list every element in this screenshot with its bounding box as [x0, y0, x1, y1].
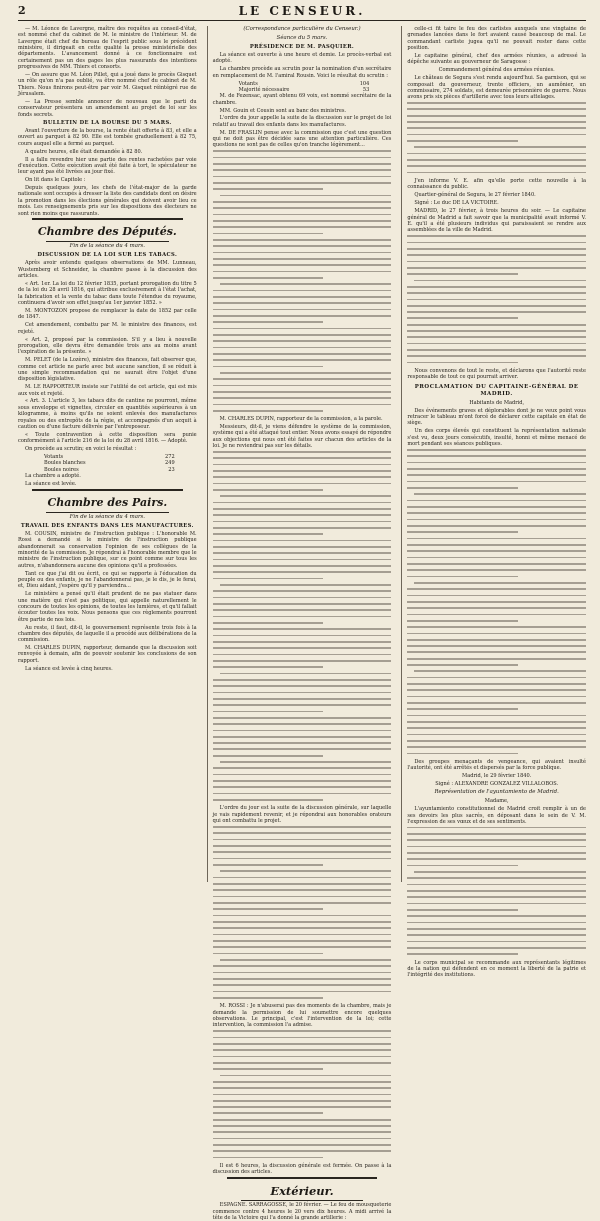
salutation: Madame,: [484, 798, 509, 805]
article-paragraph: « Art. 1er. La loi du 12 février 1835, portant prorogation du titre 5 de la loi du 28 avril 1816, qui attribue exclusivement à l'état l'achat, la fabrication et la vente du tabac dans toute l'étendue du royaume, continuera d'avoir son effet jusqu'au 1er janvier 1852. »: [18, 281, 197, 307]
article-paragraph: Au reste, il faut, dit-il, le gouvernement représente trois fois à la chambre des députés, de laquelle il a procédé aux délibérations de la commission.: [18, 624, 197, 644]
article-paragraph: Il a fallu revendre hier une partie des rentes rachetées par voie d'exécution. Cette exécution avait été faite à tort, le spéculateur ne leur ayant pas été livrées au jour fixé.: [18, 156, 197, 176]
article-paragraph: « Toute contravention à cette disposition sera punie conformément à l'article 216 de la loi du 28 avril 1816. — Adopté.: [18, 431, 197, 445]
article-paragraph: La séance est ouverte à une heure et demie. Le procès-verbal est adopté.: [212, 52, 392, 65]
article-paragraph: La chambre a adopté.: [25, 473, 81, 480]
article-paragraph: On procède au scrutin; en voici le résultat :: [25, 446, 137, 453]
dense-text-block: [407, 449, 586, 754]
seance-subheading: Séance du 5 mars.: [276, 35, 328, 41]
article-paragraph: ESPAGNE. SARRAGOSSE, le 20 février. — Le feu de mousqueterie commence contre 4 heures le 20 vers dix heures. A midi arrivé la tête de la Victoire qui l'a donné la grande artillerie :: [212, 1202, 392, 1221]
article-paragraph: L'ayuntamiento constitutionnel de Madrid croit remplir à un de ses devoirs les plus sacrés, en déposant dans le sein de V. M. l'expression de ses vœux et de ses sentiments.: [407, 806, 587, 825]
chambre-deputes-heading: Chambre des Députés.: [37, 225, 177, 239]
dense-text-block: [213, 1030, 392, 1158]
section-divider: [32, 218, 183, 220]
article-paragraph: Avant l'ouverture de la bourse, la rente était offerte à 83, et elle a ouvert au parquet à 82 90. Elle est tombée graduellement à 82 75, cours auquel elle a fermé au parquet.: [18, 128, 197, 147]
seance-subheading: Fin de la séance du 4 mars.: [69, 513, 146, 520]
article-paragraph: M. DE FRASLIN pense avec la commission que c'est une question qui ne doit pas être décidée sans une attention particulière. Ces questions ne sont pas de celles qu'on tranche légèrement...: [212, 129, 392, 149]
article-paragraph: La séance est levée.: [25, 480, 77, 487]
section-divider: [227, 1177, 378, 1179]
vote-value: 249: [165, 460, 175, 467]
article-paragraph: Il est 6 heures, la discussion générale est fermée. On passe à la discussion des articles.: [212, 1163, 392, 1176]
representation-heading: Représentation de l'ayuntamiento de Madrid.: [434, 789, 559, 796]
article-paragraph: — M. Léonce de Lavergne, maître des requêtes au conseil-d'état, est nommé chef du cabinet de M. le ministre de l'intérieur. M. de Lavergne était chef du bureau de l'esprit public sous le précédent ministère, il dirigeait en cette qualité la presse ministérielle des départements. L'avancement donné à ce fonctionnaire est certainement pas un des gages les plus rassurants des intentions progressives de MM. Thiers et consorts.: [18, 26, 197, 71]
newspaper-title: LE CENSEUR.: [238, 4, 366, 18]
article-paragraph: M. CHARLES DUPIN, rapporteur de la commission, a la parole.: [219, 416, 383, 423]
dense-text-block: [407, 102, 586, 173]
proclamation-heading: PROCLAMATION DU CAPITAINE-GÉNÉRAL DE MADRID.: [414, 383, 579, 397]
signature-line: Signé : ALEXANDRE GONZALEZ VILLALOBOS.: [435, 781, 559, 788]
article-paragraph: Le ministère a pensé qu'il était prudent de ne pas statuer dans une matière qui n'est pas politique, qui appelle naturellement le concours de toutes les opinions, de toutes les lumières, et qu'il fallait écouter toutes les voix. Nous pensons que ces règlements pourront être partie de nos lois.: [18, 591, 197, 623]
vote-value: 23: [168, 466, 175, 473]
vote-label: Boules noires: [44, 466, 79, 473]
vote-value: 53: [362, 86, 370, 93]
article-paragraph: Cet amendement, combattu par M. le ministre des finances, est rejeté.: [18, 322, 197, 335]
page-header: [18, 4, 586, 21]
article-paragraph: A quatre heures, elle était demandée à 82 80.: [25, 148, 143, 155]
vote-value: 272: [165, 454, 175, 460]
bourse-bulletin-heading: BULLETIN DE LA BOURSE DU 5 MARS.: [43, 120, 172, 126]
dense-text-block: [213, 150, 392, 411]
vote-label: Majorité nécessaire: [238, 86, 290, 93]
article-paragraph: J'en informe V. E. afin qu'elle porte cette nouvelle à la connaissance du public.: [407, 178, 587, 191]
article-paragraph: L'ordre du jour est la suite de la discussion générale, sur laquelle je vais rapidement revenir, et je répondrai aux honorables orateurs qui ont combattu le projet.: [212, 805, 392, 825]
article-paragraph: La séance est levée à cinq heures.: [25, 665, 113, 672]
dense-text-block: [407, 827, 586, 955]
article-paragraph: celle-ci fit taire le feu des carlistes auxquels une vingtaine de grenades lancées dans le fort avaient causé beaucoup de mal. Le commandant carliste jugea qu'il ne pouvait rester dans cette position.: [407, 26, 587, 52]
article-paragraph: Après avoir entendu quelques observations de MM. Lunneau, Wustemberg et Schneider, la chambre passe à la discussion des articles.: [18, 260, 197, 280]
page-number: 2: [18, 4, 26, 17]
article-paragraph: « Art. 2, proposé par la commission. S'il y a lieu à nouvelle prorogation, elle devra être demandée trois ans au moins avant l'expiration de la présente. »: [18, 336, 197, 356]
seance-subheading: Fin de la séance du 4 mars.: [69, 243, 146, 250]
article-paragraph: MM. Gouin et Cousin sont au banc des ministres.: [219, 107, 347, 114]
article-paragraph: M. MONTOZON propose de remplacer la date de 1852 par celle de 1847.: [18, 308, 197, 321]
column-2: [207, 26, 392, 1221]
article-paragraph: M. PELET (de la Lozère), ministre des finances, fait observer que, comme cet article ne parle avec but aucune sanction, il se réduit à une simple recommandation qui ne saurait être l'objet d'une disposition législative.: [18, 357, 197, 383]
column-3: [401, 26, 587, 979]
vote-value: 104: [359, 80, 370, 87]
exterieur-heading: Extérieur.: [270, 1184, 334, 1199]
vote-label: Votants: [44, 454, 64, 460]
article-paragraph: La chambre procède au scrutin pour la nomination d'un secrétaire en remplacement de M. l'amiral Rousin. Voici le résultat du scrutin :: [212, 66, 392, 79]
presidence-heading: PRÉSIDENCE DE M. PASQUIER.: [249, 44, 355, 50]
dispatch-heading: Commandement général des armées réunies.: [438, 67, 555, 74]
chambre-pairs-heading: Chambre des Pairs.: [47, 495, 168, 509]
article-paragraph: Le capitaine général, chef des armées réunies, a adressé la dépêche suivante au gouverneur de Saragosse :: [407, 52, 587, 66]
newspaper-columns: [18, 26, 587, 1221]
salutation: Habitants de Madrid,: [469, 399, 525, 406]
section-divider: [46, 512, 169, 513]
vote-label: Boules blanches: [44, 460, 86, 467]
article-paragraph: M. CHARLES DUPIN, rapporteur, demande que la discussion soit renvoyée à demain, afin de pouvoir soutenir les conclusions de son rapport.: [18, 645, 197, 664]
discussion-heading: DISCUSSION DE LA LOI SUR LES TABACS.: [37, 252, 178, 259]
vote-label: Votants: [238, 80, 258, 87]
article-paragraph: M. COUSIN, ministre de l'instruction publique : L'honorable M. Rossi a demandé si le ministre de l'instruction publique abandonnerait sa conservation l'opinion de ses collègues de la minorité de la commission. Je répondrai à l'honorable membre que le ministre de l'instruction publique, sur ce point comme sur tous les autres, n'abandonnera aucune des opinions qu'il a professées.: [18, 530, 197, 569]
article-paragraph: Depuis quelques jours, les chefs de l'état-major de la garde nationale sont occupés à dresser la liste des candidats dont on désire la promotion dans les élections générales qui doivent avoir lieu ce mois. Les renseignements pris sur les dispositions des électeurs ne sont rien moins que rassurants.: [18, 185, 197, 217]
article-paragraph: On lit dans le Capitole :: [25, 177, 86, 184]
correspondance-heading: (Correspondance particulière du Censeur.): [243, 26, 361, 32]
article-paragraph: Le château de Segura s'est rendu aujourd'hui. Sa garnison, qui se composait du gouverneur, trente officiers, un aumônier, un commissaire, 274 soldats, est demeurée prisonnière de guerre. Nous avons pris six pièces d'artillerie avec tous leurs attelages.: [407, 75, 587, 101]
article-paragraph: Tant ce que j'ai dit ou écrit, ce qui se rapporte à l'éducation du peuple ou des enfants, je ne l'abandonnerai pas, je le dis, je le ferai, et, Dieu aidant, j'espère qu'il y parviendra...: [18, 570, 197, 590]
article-paragraph: Des groupes menaçants de vengeance, qui avaient insulté l'autorité, ont été arrêtés et dispersés par la force publique.: [407, 759, 587, 772]
article-paragraph: — La Presse semble annoncer de nouveau que le parti du conservateur présentera un amendement au projet de loi sur les fonds secrets.: [18, 98, 197, 118]
travail-enfants-heading: TRAVAIL DES ENFANTS DANS LES MANUFACTURES.: [20, 522, 194, 529]
article-paragraph: Nous convenons de tout le reste, et déclarons que l'autorité reste responsable de tout ce qui pourrait arriver.: [407, 368, 587, 381]
dense-text-block: [213, 451, 392, 801]
signature-line: Signé : Le duc DE LA VICTOIRE.: [414, 200, 499, 207]
dense-text-block: [407, 235, 586, 363]
article-paragraph: M. ROSSI : Je n'abuserai pas des moments de la chambre, mais je demande la permission de lui soumettre encore quelques observations. Le principal, c'est l'intervention de la loi; cette intervention, la commission l'a admise.: [212, 1003, 392, 1029]
article-paragraph: Le corps municipal se recommande aux représentants légitimes de la nation qui défendent en ce moment la liberté de la patrie et l'intégrité des institutions.: [407, 959, 587, 979]
article-paragraph: M. LE RAPPORTEUR insiste sur l'utilité de cet article, qui est mis aux voix et rejeté.: [18, 384, 197, 397]
article-paragraph: Messieurs, dit-il, je viens défendre le système de la commission, système qui a été attaqué tout entier. Nous avons essayé de répondre aux objections qui nous ont été faites sur chacun des articles de la loi. Je ne reviendrai pas sur les détails.: [212, 424, 392, 450]
article-paragraph: Quartier-général de Segura, le 27 février 1840.: [414, 192, 536, 199]
column-1: [18, 26, 197, 882]
article-paragraph: Un des corps élevés qui constituent la représentation nationale s'est vu, deux jours consécutifs, insulté, honni et même menacé de mort pendant ses séances publiques.: [407, 428, 587, 448]
article-paragraph: « Art. 3. L'article 3, les tabacs dits de cantine ne pourront, même sous enveloppe et vignettes, circuler en quantités supérieures à un kilogramme, à moins qu'ils ne soient enlevés des manufactures royales ou des entrepôts de la régie, et accompagnés d'un acquit à caution ou d'une facture délivrée par l'entreposeur.: [18, 398, 197, 430]
section-divider: [32, 489, 183, 491]
article-paragraph: Des événements graves et déplorables dont je ne veux point vous retracer le tableau m'ont forcé de déclarer cette capitale en état de siège.: [407, 407, 587, 427]
article-paragraph: MADRID, le 27 février, à trois heures du soir. — Le capitaine général de Madrid a fait savoir que la municipalité avait informé V. E. qu'il a été plusieurs individus qui paraissaient se rendre aux assemblées de la ville de Madrid.: [407, 208, 587, 234]
date-line: Madrid, le 29 février 1840.: [462, 773, 532, 780]
article-paragraph: M. de Fezensac, ayant obtenu 69 voix, est nommé secrétaire de la chambre.: [212, 93, 392, 106]
dense-text-block: [213, 826, 392, 999]
article-paragraph: L'ordre du jour appelle la suite de la discussion sur le projet de loi relatif au travail des enfants dans les manufactures.: [212, 115, 392, 128]
article-paragraph: — On assure que M. Léon Pillet, qui a joué dans le procès Gisquet un rôle qu'on n'a pas oublié, va être nommé chef du cabinet de M. Thiers. Nous finirons peut-être par voir M. Gisquet réintégré rue de Jérusalem.: [18, 72, 197, 98]
